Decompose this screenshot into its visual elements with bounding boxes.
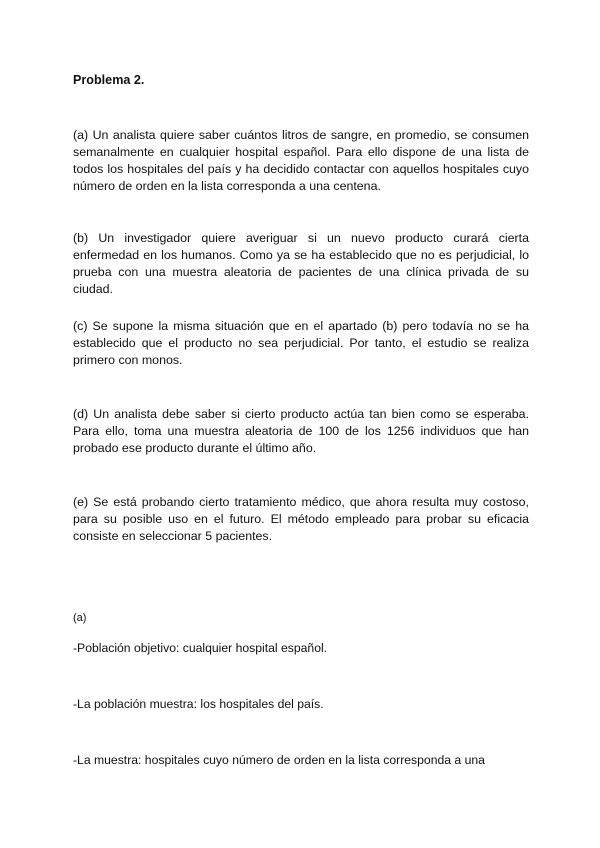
answer-line-objective-population: -Población objetivo: cualquier hospital español. — [73, 641, 328, 655]
answer-line-sample: -La muestra: hospitales cuyo número de orden en la lista corresponda a una — [73, 753, 485, 767]
page-title: Problema 2. — [73, 73, 145, 87]
problem-d-text: (d) Un analista debe saber si cierto producto actúa tan bien como se esperaba. Para ello, toma una muestra aleatoria de 100 de los 1256 individuos que han probado ese producto durante el último año. — [73, 407, 529, 455]
problem-b-text: (b) Un investigador quiere averiguar si un nuevo producto curará cierta enfermedad en los humanos. Como ya se ha establecido que no es perjudicial, lo prueba con una muestra aleatoria de pacientes de una clínica privada de su ciudad. — [73, 231, 529, 296]
answer-line-sample-population: -La población muestra: los hospitales del país. — [73, 697, 324, 711]
problem-e-text: (e) Se está probando cierto tratamiento médico, que ahora resulta muy costoso, para su posible uso en el futuro. El método empleado para probar su eficacia consiste en seleccionar 5 pacientes. — [73, 495, 529, 543]
problem-a-text: (a) Un analista quiere saber cuántos litros de sangre, en promedio, se consumen semanalmente en cualquier hospital español. Para ello dispone de una lista de todos los hospitales del país y ha decidido contactar con aquellos hospitales cuyo número de orden en la lista corresponda a una centena. — [73, 128, 529, 193]
problem-c-text: (c) Se supone la misma situación que en el apartado (b) pero todavía no se ha establecido que el producto no sea perjudicial. Por tanto, el estudio se realiza primero con monos. — [73, 319, 529, 367]
solution-label: (a) — [73, 612, 87, 624]
